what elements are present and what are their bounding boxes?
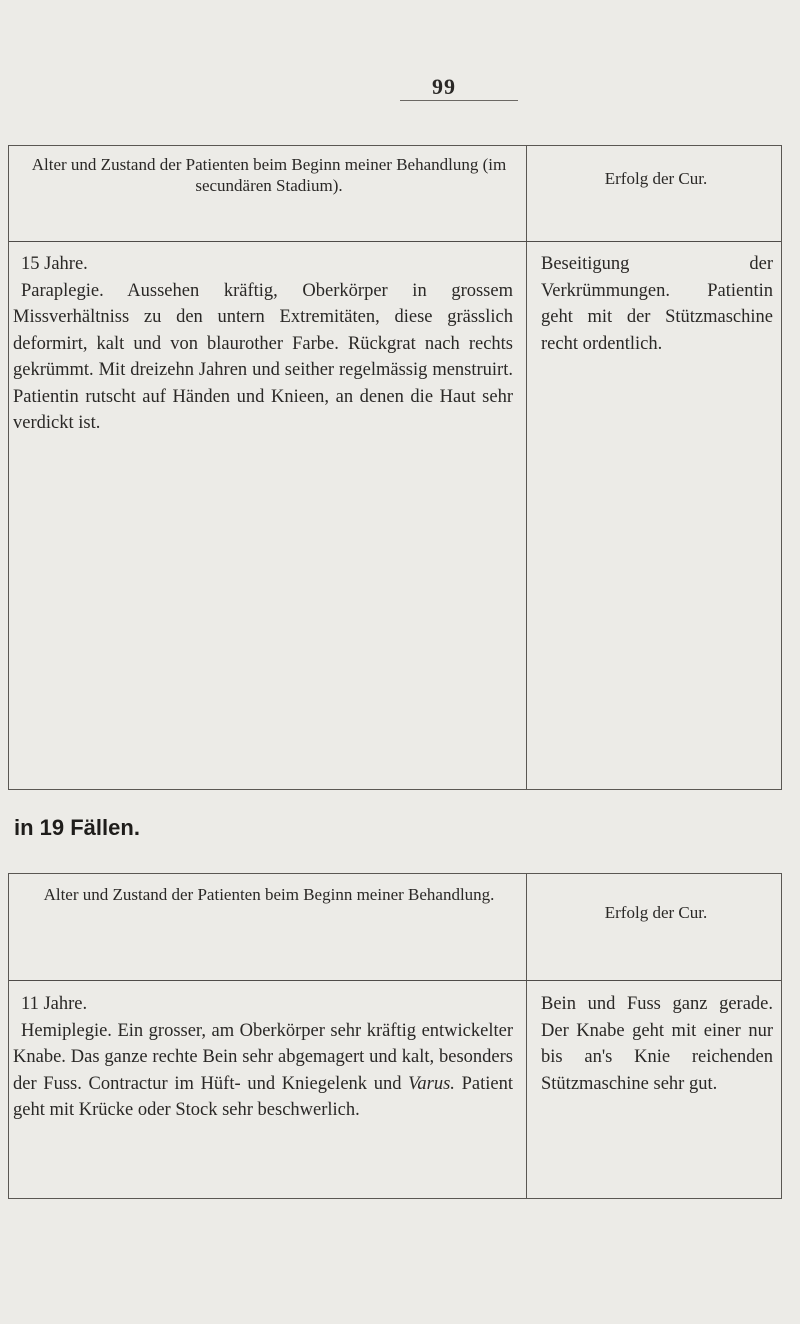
patient-description: Paraplegie. Aussehen kräftig, Oberkörper in grossem Missverhältniss zu den untern Extremitäten, diese grässlich deformirt, kalt und von blaurother Farbe. Rückgrat nach rechts gekrümmt. Mit dreizehn Jahren und seither regelmässig menstruirt. Patientin rutscht auf Händen und Knieen, an denen die Haut sehr verdickt ist.: [13, 280, 513, 433]
description-text: Hemiplegie. Ein grosser, am Oberkörper sehr kräftig entwickelter Knabe. Das ganze rechte Bein sehr abgemagert und kalt, besonders der Fuss. Contractur im Hüft- und Kniegelenk und: [13, 1020, 513, 1094]
patient-age: 15 Jahre.: [21, 254, 88, 274]
condition-cell: [13, 991, 513, 1124]
column-header-result: Erfolg der Cur.: [604, 169, 708, 188]
section-title: in 19 Fällen.: [14, 815, 140, 840]
description-text-end: Patient geht mit Krücke oder Stock sehr beschwerlich.: [13, 1073, 514, 1120]
column-header-condition: Alter und Zustand der Patienten beim Beginn meiner Behandlung (im secundären Stadium).: [31, 155, 507, 195]
page-number: 99: [432, 74, 456, 99]
case-table-1: [8, 145, 782, 790]
result-cell: [541, 251, 773, 357]
description-italic-term: Varus.: [408, 1073, 455, 1094]
header-rule: [9, 980, 781, 981]
case-table-2: [8, 873, 782, 1199]
column-header-condition: Alter und Zustand der Patienten beim Beginn meiner Behandlung.: [43, 885, 495, 904]
patient-description: [13, 1018, 513, 1124]
page-number-rule: [400, 100, 518, 101]
patient-age: 11 Jahre.: [21, 994, 88, 1014]
treatment-result: Bein und Fuss ganz gerade. Der Knabe geht mit einer nur bis an's Knie reichenden Stützmaschine sehr gut.: [541, 994, 773, 1094]
header-rule: [9, 241, 781, 242]
column-divider: [526, 146, 527, 789]
column-divider: [526, 874, 527, 1198]
result-cell: [541, 991, 773, 1097]
treatment-result: Beseitigung der Verkrümmungen. Patientin geht mit der Stützmaschine recht ordentlich.: [541, 254, 773, 354]
column-header-result: Erfolg der Cur.: [604, 903, 708, 922]
condition-cell: [13, 251, 513, 437]
